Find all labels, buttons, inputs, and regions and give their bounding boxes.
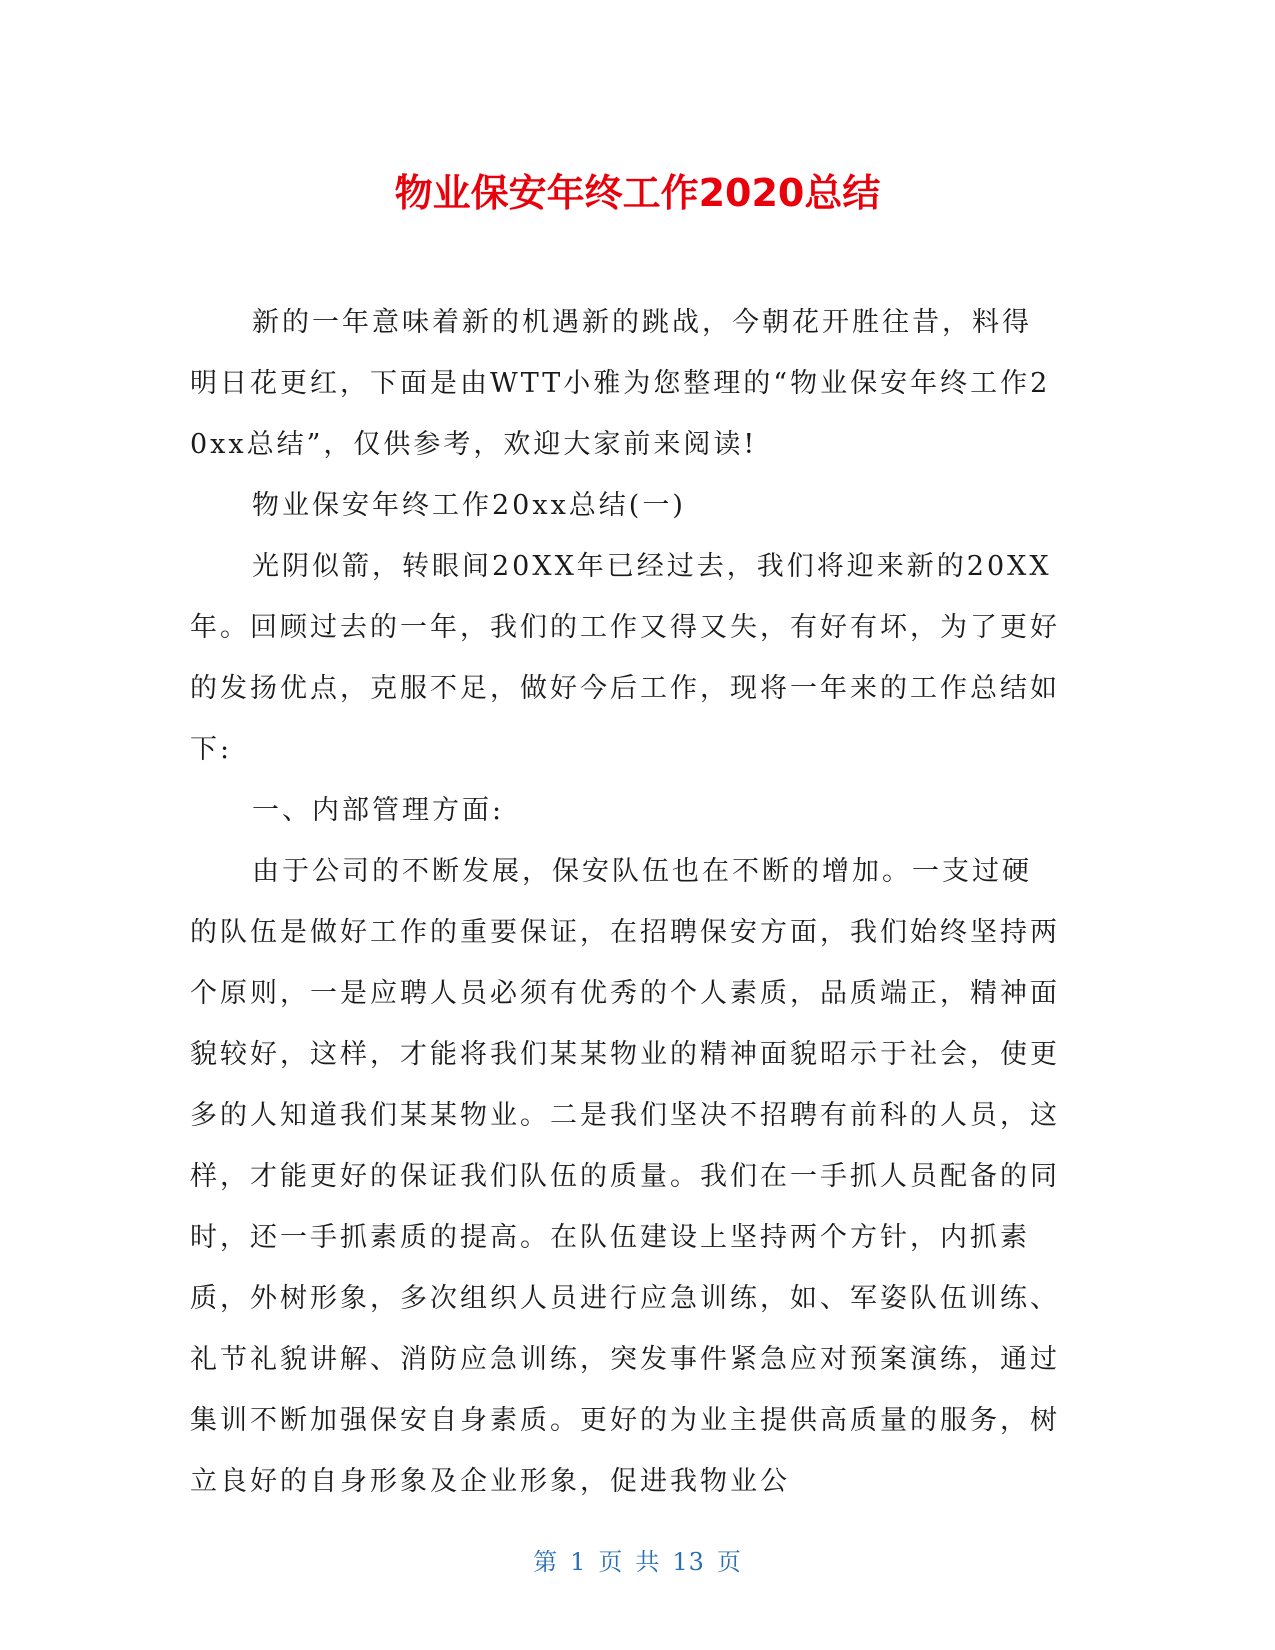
footer-suffix: 页	[716, 1548, 742, 1576]
current-page-number: 1	[570, 1548, 587, 1576]
document-title: 物业保安年终工作2020总结	[394, 171, 881, 215]
document-body	[190, 292, 1060, 1512]
total-pages-number: 13	[672, 1548, 705, 1576]
footer-page-word: 页	[598, 1548, 624, 1576]
body-paragraph: 由于公司的不断发展，保安队伍也在不断的增加。一支过硬的队伍是做好工作的重要保证，在招聘保安方面，我们始终坚持两个原则，一是应聘人员必须有优秀的个人素质，品质端正，精神面貌较好，这样，才能将我们某某物业的精神面貌昭示于社会，使更多的人知道我们某某物业。二是我们坚决不招聘有前科的人员，这样，才能更好的保证我们队伍的质量。我们在一手抓人员配备的同时，还一手抓素质的提高。在队伍建设上坚持两个方针，内抓素质，外树形象，多次组织人员进行应急训练，如、军姿队伍训练、礼节礼貌讲解、消防应急训练，突发事件紧急应对预案演练，通过集训不断加强保安自身素质。更好的为业主提供高质量的服务，树立良好的自身形象及企业形象，促进我物业公	[190, 856, 1060, 1497]
footer-prefix: 第	[533, 1548, 559, 1576]
section-heading: 物业保安年终工作20xx总结(一)	[252, 490, 686, 521]
body-paragraph: 光阴似箭，转眼间20XX年已经过去，我们将迎来新的20XX年。回顾过去的一年，我们的工作又得又失，有好有坏，为了更好的发扬优点，克服不足，做好今后工作，现将一年来的工作总结如下:	[190, 551, 1060, 765]
subsection-heading: 一、内部管理方面:	[252, 795, 505, 826]
page-number-footer	[0, 1546, 1275, 1578]
footer-total-word: 共	[635, 1548, 661, 1576]
intro-paragraph: 新的一年意味着新的机遇新的跳战，今朝花开胜往昔，料得明日花更红，下面是由WTT小雅为您整理的“物业保安年终工作20xx总结”，仅供参考，欢迎大家前来阅读!	[190, 307, 1051, 460]
